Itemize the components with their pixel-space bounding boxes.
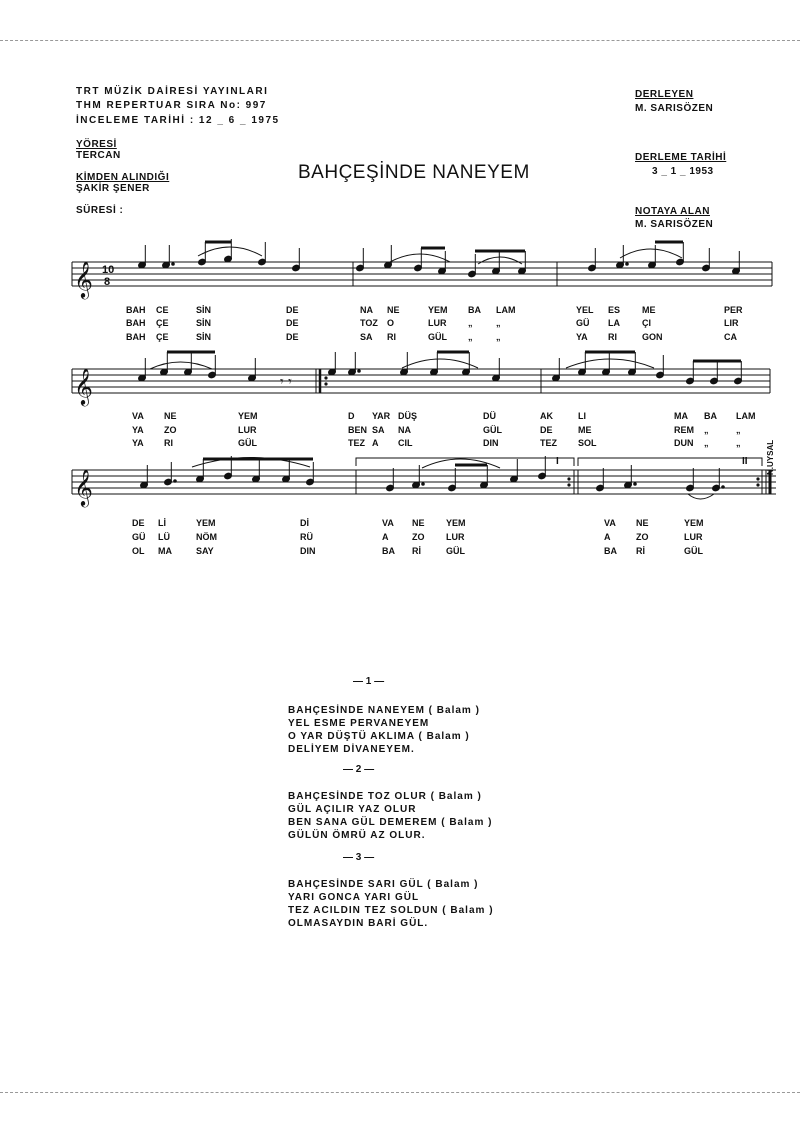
collector-label: DERLEYEN <box>635 89 694 100</box>
svg-text:𝄞: 𝄞 <box>74 367 93 405</box>
note-dot <box>626 263 629 266</box>
lyric-syllable: Rİ <box>636 546 645 556</box>
lyric-syllable: ME <box>578 425 592 435</box>
verse-line: GÜLÜN ÖMRÜ AZ OLUR. <box>288 830 426 841</box>
lyric-syllable: MA <box>158 546 172 556</box>
source-value: ŞAKİR ŞENER <box>76 183 150 194</box>
volta-second-label: II <box>742 456 748 467</box>
collection-date-label: DERLEME TARİHİ <box>635 152 727 163</box>
lyric-syllable: TEZ <box>348 438 365 448</box>
engraver-mark: N.UYSAL <box>766 439 775 475</box>
page-title: BAHÇEŞİNDE NANEYEM <box>298 162 530 183</box>
lyric-syllable: SA <box>372 425 385 435</box>
lyric-syllable: NE <box>387 305 400 315</box>
lyric-syllable: LAM <box>736 411 756 421</box>
lyric-syllable: LI <box>578 411 586 421</box>
lyric-syllable: GÜL <box>238 438 257 448</box>
lyric-syllable: BEN <box>348 425 368 435</box>
lyric-syllable: GÜ <box>576 318 590 328</box>
lyric-syllable: YAR <box>372 411 391 421</box>
lyric-syllable: RI <box>387 332 396 342</box>
lyric-syllable: BAH <box>126 318 146 328</box>
lyric-syllable: NE <box>412 518 425 528</box>
lyric-syllable: LIR <box>724 318 739 328</box>
volta-first-label: I <box>556 456 559 467</box>
lyric-syllable: D <box>348 411 355 421</box>
time-signature-bottom: 8 <box>104 276 111 288</box>
bottom-dashed-border <box>0 1092 800 1093</box>
lyric-syllable: LAM <box>496 305 516 315</box>
lyric-syllable: BA <box>604 546 617 556</box>
review-date: İNCELEME TARİHİ : 12 _ 6 _ 1975 <box>76 115 280 126</box>
lyric-syllable: NA <box>360 305 373 315</box>
verse-line: DELİYEM DİVANEYEM. <box>288 744 415 755</box>
lyric-syllable: TEZ <box>540 438 557 448</box>
lyric-syllable: VA <box>382 518 394 528</box>
lyric-syllable: A <box>604 532 611 542</box>
lyric-syllable: YEM <box>428 305 448 315</box>
transcriber-label: NOTAYA ALAN <box>635 206 710 217</box>
lyric-syllable: RI <box>164 438 173 448</box>
lyric-syllable: BA <box>382 546 395 556</box>
lyric-syllable: ES <box>608 305 621 315</box>
verse-line: OLMASAYDIN BARİ GÜL. <box>288 918 429 929</box>
note-dot <box>172 263 175 266</box>
svg-text:𝄞: 𝄞 <box>74 260 93 298</box>
repertoire-number: THM REPERTUAR SIRA No: 997 <box>76 100 267 111</box>
lyric-syllable: O <box>387 318 395 328</box>
lyric-syllable: LUR <box>428 318 447 328</box>
lyric-syllable: ÇI <box>642 318 651 328</box>
lyric-syllable: BA <box>704 411 717 421</box>
lyric-syllable: DIN <box>300 546 316 556</box>
lyric-syllable: SİN <box>196 318 212 328</box>
lyric-syllable: Rİ <box>412 546 421 556</box>
lyric-syllable: DE <box>286 318 299 328</box>
lyric-syllable: „ <box>704 438 709 448</box>
lyric-syllable: A <box>372 438 379 448</box>
lyric-syllable: CIL <box>398 438 413 448</box>
lyric-syllable: „ <box>736 425 741 435</box>
lyric-syllable: DE <box>286 332 299 342</box>
svg-text:𝄞: 𝄞 <box>74 468 93 506</box>
lyric-syllable: „ <box>736 438 741 448</box>
lyric-syllable: VA <box>604 518 616 528</box>
lyric-syllable: „ <box>496 332 501 342</box>
source-label: KİMDEN ALINDIĞI <box>76 172 170 183</box>
lyric-syllable: CA <box>724 332 737 342</box>
lyric-syllable: GÜL <box>483 425 502 435</box>
lyric-syllable: CE <box>156 305 169 315</box>
lyric-syllable: YA <box>576 332 588 342</box>
lyric-syllable: LA <box>608 318 620 328</box>
duration-label: SÜRESİ : <box>76 205 124 216</box>
lyric-syllable: MA <box>674 411 688 421</box>
lyric-syllable: YEM <box>446 518 466 528</box>
lyric-syllable: VA <box>132 411 144 421</box>
verse-line: BAHÇESİNDE TOZ OLUR ( Balam ) <box>288 791 482 802</box>
verse-line: BAHÇESİNDE SARI GÜL ( Balam ) <box>288 879 479 890</box>
lyric-syllable: YEM <box>196 518 216 528</box>
lyric-syllable: ZO <box>412 532 425 542</box>
lyric-syllable: GÜ <box>132 532 146 542</box>
lyric-syllable: DÜŞ <box>398 411 418 421</box>
lyric-syllable: DÜ <box>483 411 496 421</box>
lyric-syllable: LUR <box>238 425 257 435</box>
lyric-syllable: LUR <box>446 532 465 542</box>
verse-line: TEZ ACILDIN TEZ SOLDUN ( Balam ) <box>288 905 494 916</box>
verse-line: BAHÇESİNDE NANEYEM ( Balam ) <box>288 705 480 716</box>
verse-line: O YAR DÜŞTÜ AKLIMA ( Balam ) <box>288 731 470 742</box>
verse-2 <box>288 790 492 842</box>
lyric-syllable: „ <box>468 332 473 342</box>
time-signature-top: 10 <box>102 264 115 276</box>
lyric-syllable: YA <box>132 425 144 435</box>
lyric-syllable: Lİ <box>158 518 166 528</box>
verse-3-number: — 3 — <box>343 852 375 863</box>
lyric-syllable: RI <box>608 332 617 342</box>
lyric-syllable: Dİ <box>300 518 309 528</box>
lyric-syllable: ÇE <box>156 318 169 328</box>
lyric-syllable: REM <box>674 425 694 435</box>
lyric-syllable: „ <box>468 318 473 328</box>
lyric-syllable: ME <box>642 305 656 315</box>
lyric-syllable: SOL <box>578 438 597 448</box>
verse-line: GÜL AÇILIR YAZ OLUR <box>288 804 417 815</box>
lyric-syllable: „ <box>704 425 709 435</box>
lyric-syllable: BA <box>468 305 481 315</box>
verse-line: YEL ESME PERVANEYEM <box>288 718 430 729</box>
lyric-syllable: DE <box>540 425 553 435</box>
lyric-syllable: AK <box>540 411 553 421</box>
note-dot <box>174 480 177 483</box>
lyric-syllable: GÜL <box>446 546 465 556</box>
verse-line: BEN SANA GÜL DEMEREM ( Balam ) <box>288 817 493 828</box>
verse-3 <box>288 878 494 930</box>
lyric-syllable: TOZ <box>360 318 378 328</box>
lyric-syllable: SA <box>360 332 373 342</box>
lyric-syllable: DUN <box>674 438 694 448</box>
transcriber-value: M. SARISÖZEN <box>635 219 714 230</box>
lyric-syllable: YEL <box>576 305 594 315</box>
verse-1 <box>288 704 480 756</box>
lyric-syllable: DE <box>132 518 145 528</box>
lyric-syllable: SAY <box>196 546 214 556</box>
lyric-syllable: GÜL <box>684 546 703 556</box>
lyric-syllable: NE <box>164 411 177 421</box>
note-dot <box>722 486 725 489</box>
lyric-syllable: ÇE <box>156 332 169 342</box>
lyric-syllable: SİN <box>196 332 212 342</box>
collector-value: M. SARISÖZEN <box>635 103 714 114</box>
lyric-syllable: NÖM <box>196 532 217 542</box>
lyric-syllable: GÜL <box>428 332 447 342</box>
lyric-syllable: LUR <box>684 532 703 542</box>
note-dot <box>358 370 361 373</box>
region-value: TERCAN <box>76 150 121 161</box>
rest-mark: 𝄾 𝄾 <box>280 374 292 390</box>
lyric-syllable: A <box>382 532 389 542</box>
lyric-syllable: YEM <box>684 518 704 528</box>
note-dot <box>634 483 637 486</box>
verse-1-number: — 1 — <box>353 676 385 687</box>
lyric-syllable: YA <box>132 438 144 448</box>
lyric-syllable: NA <box>398 425 411 435</box>
lyric-syllable: LÜ <box>158 532 170 542</box>
lyric-syllable: YEM <box>238 411 258 421</box>
lyric-syllable: ZO <box>636 532 649 542</box>
lyric-syllable: PER <box>724 305 743 315</box>
note-dot <box>422 483 425 486</box>
collection-date-value: 3 _ 1 _ 1953 <box>652 166 714 177</box>
lyric-syllable: DIN <box>483 438 499 448</box>
lyric-syllable: „ <box>496 318 501 328</box>
lyric-syllable: SİN <box>196 305 212 315</box>
lyric-syllable: OL <box>132 546 145 556</box>
lyric-syllable: BAH <box>126 305 146 315</box>
publisher-line: TRT MÜZİK DAİRESİ YAYINLARI <box>76 86 269 97</box>
lyric-syllable: RÜ <box>300 532 313 542</box>
lyric-syllable: GON <box>642 332 663 342</box>
lyric-syllable: NE <box>636 518 649 528</box>
lyric-syllable: DE <box>286 305 299 315</box>
region-label: YÖRESİ <box>76 139 117 150</box>
lyric-syllable: BAH <box>126 332 146 342</box>
lyric-syllable: ZO <box>164 425 177 435</box>
verse-2-number: — 2 — <box>343 764 375 775</box>
verse-line: YARI GONCA YARI GÜL <box>288 892 420 903</box>
